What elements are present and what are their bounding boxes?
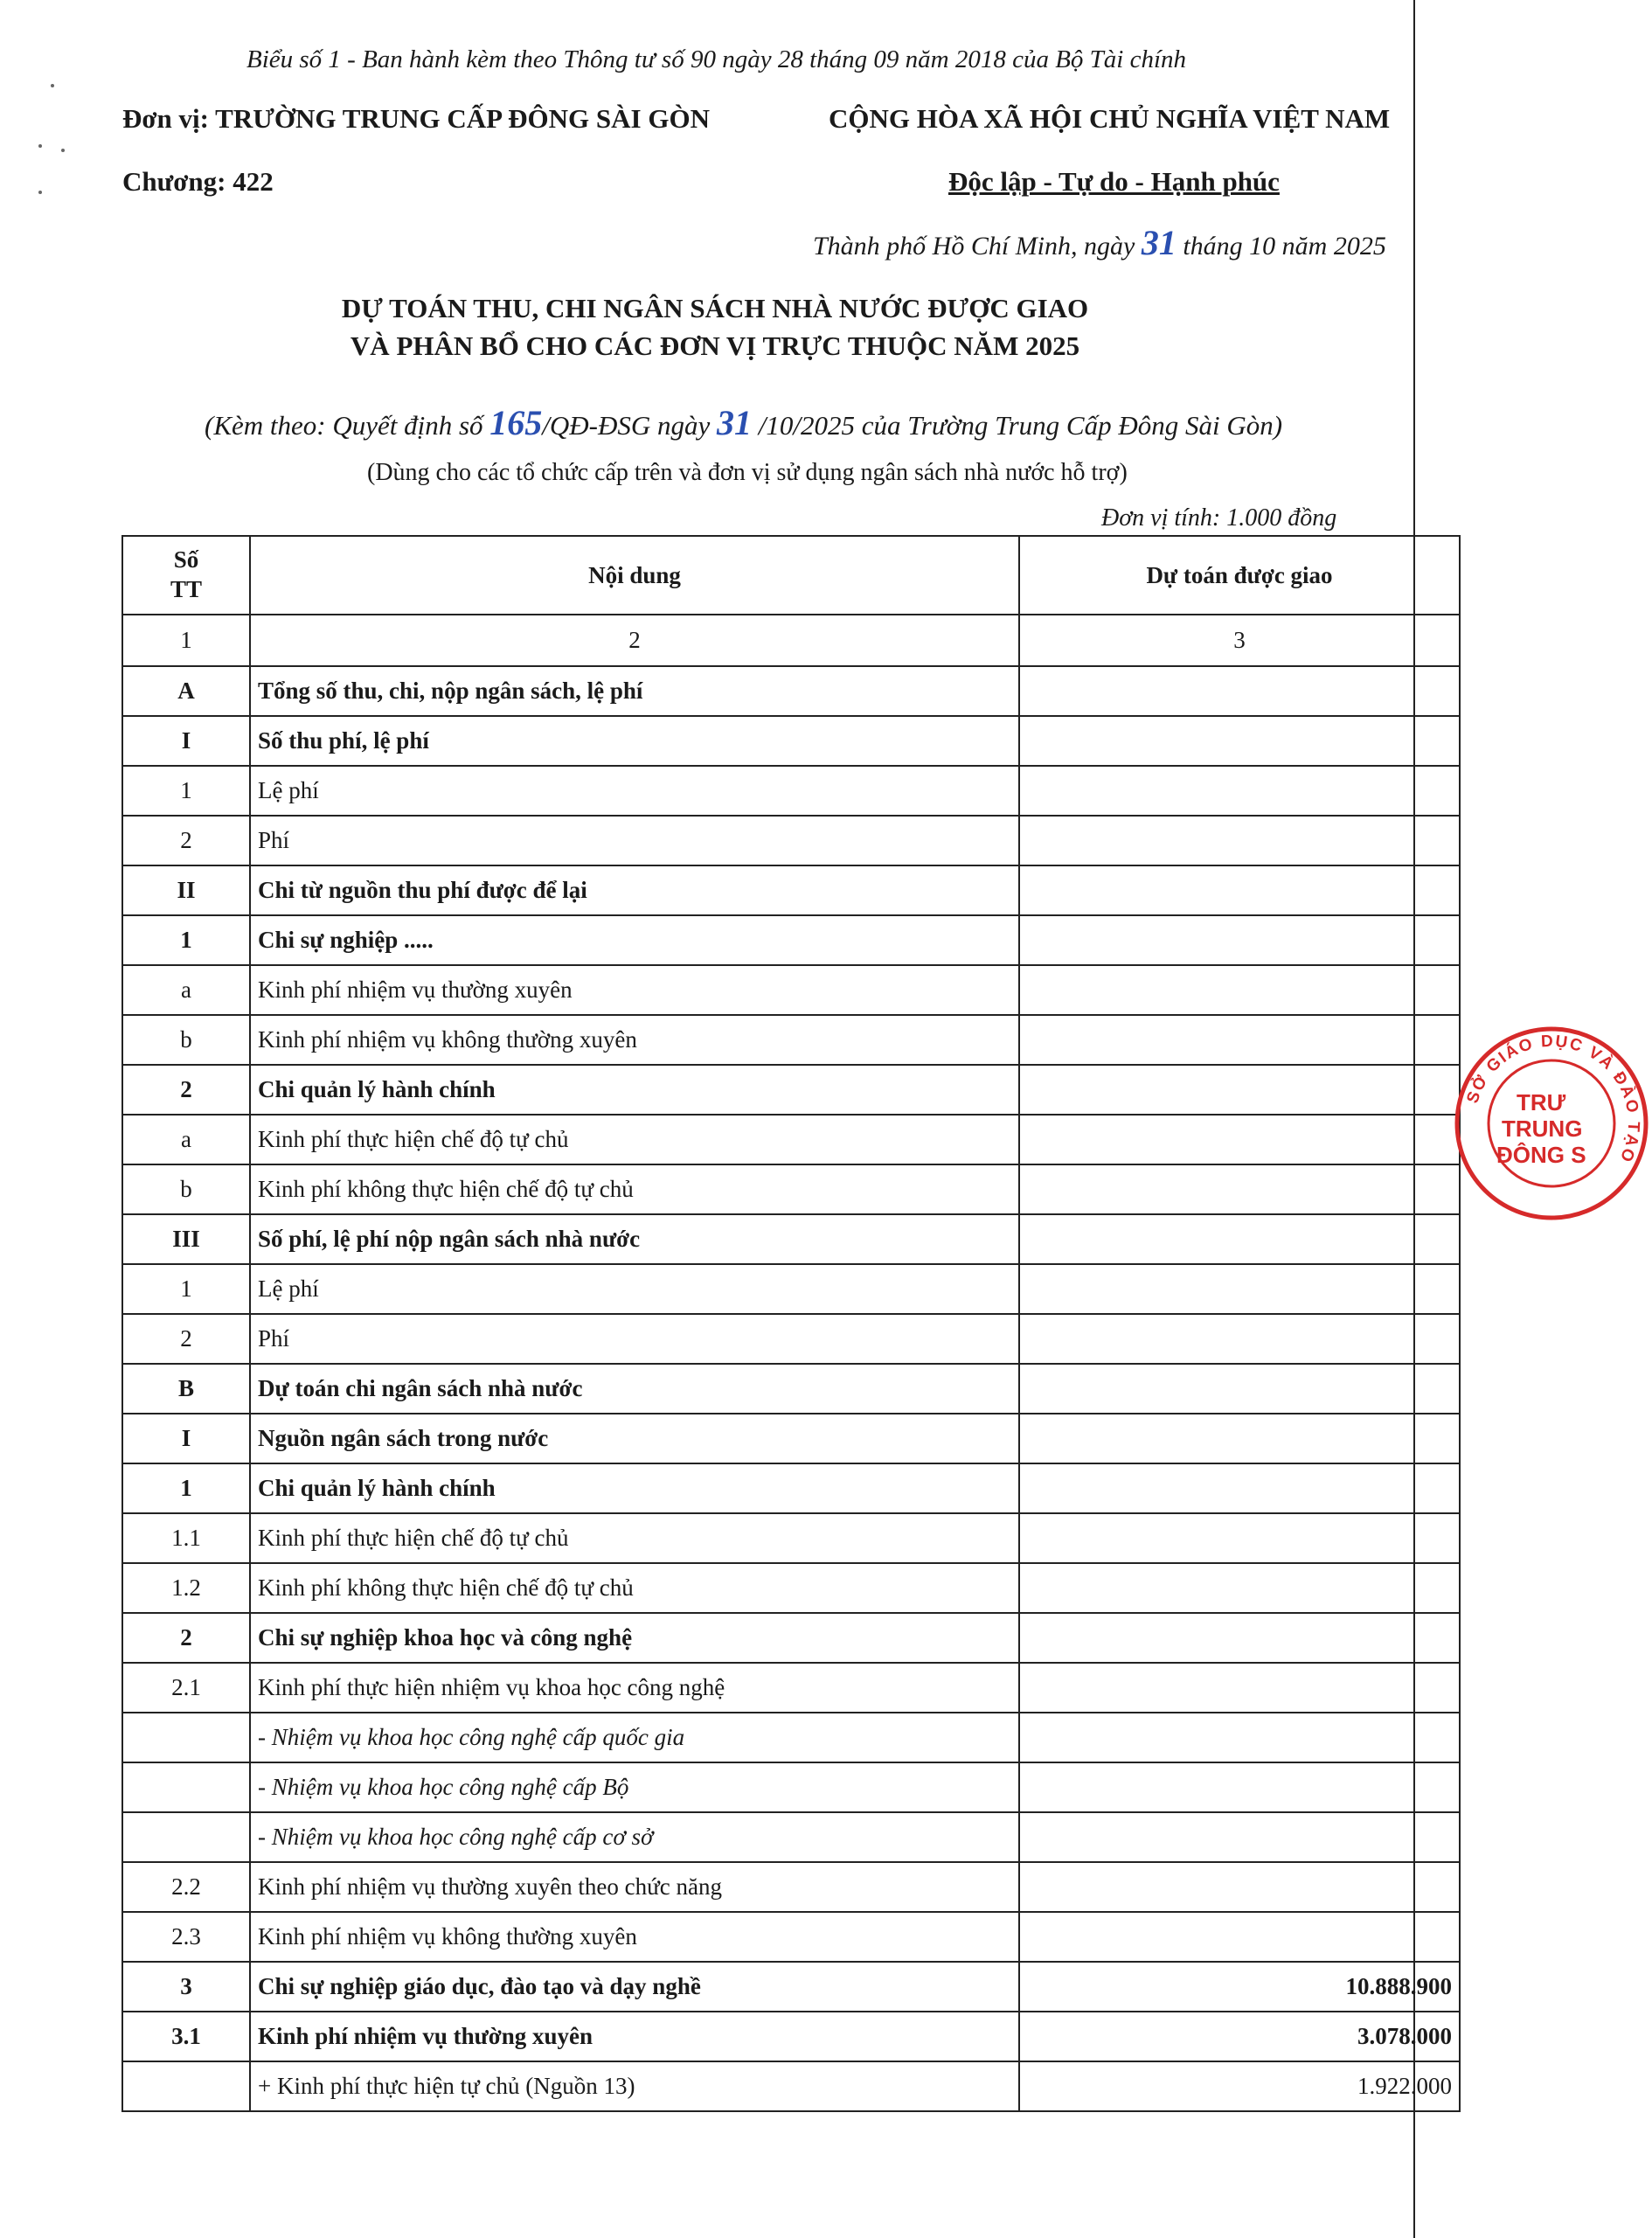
row-amount [1019,1164,1460,1214]
row-stt: 2.2 [122,1862,250,1912]
header-content: Nội dung [250,536,1019,615]
row-stt: 2.3 [122,1912,250,1962]
row-amount [1019,1713,1460,1762]
row-content: Số phí, lệ phí nộp ngân sách nhà nước [250,1214,1019,1264]
row-content: Tổng số thu, chi, nộp ngân sách, lệ phí [250,666,1019,716]
decision-reference [205,402,1282,443]
row-content: Chi từ nguồn thu phí được để lại [250,865,1019,915]
header-amount: Dự toán được giao [1019,536,1460,615]
scan-speck [61,149,65,152]
date-suffix: tháng 10 năm 2025 [1183,232,1386,261]
row-amount: 10.888.900 [1019,1962,1460,2012]
row-content: + Kinh phí thực hiện tự chủ (Nguồn 13) [250,2061,1019,2111]
row-content: Chi sự nghiệp khoa học và công nghệ [250,1613,1019,1663]
doc-title-line1: DỰ TOÁN THU, CHI NGÂN SÁCH NHÀ NƯỚC ĐƯỢC GIAO [341,293,1089,323]
row-content: Phí [250,1314,1019,1364]
row-content: Phí [250,816,1019,865]
col-number: 1 [122,615,250,666]
col-number: 2 [250,615,1019,666]
row-stt: 2 [122,816,250,865]
unit-name: Đơn vị: TRƯỜNG TRUNG CẤP ĐÔNG SÀI GÒN [122,103,710,134]
table-row [122,1613,1460,1663]
table-row [122,666,1460,716]
row-content: Lệ phí [250,766,1019,816]
row-stt: 1 [122,1463,250,1513]
row-content: Nguồn ngân sách trong nước [250,1414,1019,1463]
doc-title-line2: VÀ PHÂN BỔ CHO CÁC ĐƠN VỊ TRỰC THUỘC NĂM 2025 [350,330,1080,361]
row-content: Dự toán chi ngân sách nhà nước [250,1364,1019,1414]
scan-speck [51,84,54,87]
row-amount [1019,816,1460,865]
row-amount [1019,1015,1460,1065]
table-row [122,1563,1460,1613]
row-stt [122,2061,250,2111]
row-amount [1019,1314,1460,1364]
row-amount [1019,1364,1460,1414]
nation-title: CỘNG HÒA XÃ HỘI CHỦ NGHĨA VIỆT NAM [829,103,1391,134]
scan-speck [38,191,42,194]
row-stt: 1.1 [122,1513,250,1563]
row-amount: 1.922.000 [1019,2061,1460,2111]
col-number: 3 [1019,615,1460,666]
row-content: Kinh phí nhiệm vụ không thường xuyên [250,1015,1019,1065]
row-content: Kinh phí nhiệm vụ không thường xuyên [250,1912,1019,1962]
row-content: - Nhiệm vụ khoa học công nghệ cấp Bộ [250,1762,1019,1812]
row-stt: I [122,1414,250,1463]
decision-prefix: (Kèm theo: Quyết định số [205,410,483,441]
row-content: - Nhiệm vụ khoa học công nghệ cấp cơ sở [250,1812,1019,1862]
row-amount [1019,1264,1460,1314]
row-stt: A [122,666,250,716]
table-row [122,1962,1460,2012]
row-content: Kinh phí nhiệm vụ thường xuyên [250,2012,1019,2061]
currency-unit-note: Đơn vị tính: 1.000 đồng [1101,504,1337,532]
table-row [122,1214,1460,1264]
row-stt: 2 [122,1314,250,1364]
budget-table [121,535,1461,2112]
row-amount [1019,1812,1460,1862]
table-row [122,2012,1460,2061]
row-content: Kinh phí không thực hiện chế độ tự chủ [250,1563,1019,1613]
decision-mid: /QĐ-ĐSG ngày [542,410,711,441]
table-row [122,915,1460,965]
row-amount [1019,666,1460,716]
row-amount [1019,1762,1460,1812]
header-stt: Số TT [122,536,250,615]
motto: Độc lập - Tự do - Hạnh phúc [948,166,1280,197]
row-amount [1019,1862,1460,1912]
table-row [122,1812,1460,1862]
row-content: Kinh phí thực hiện nhiệm vụ khoa học công nghệ [250,1663,1019,1713]
table-row [122,716,1460,766]
stamp-line3: ĐÔNG S [1496,1142,1586,1168]
row-content: Số thu phí, lệ phí [250,716,1019,766]
official-seal-stamp [1451,1023,1652,1224]
row-stt: III [122,1214,250,1264]
row-stt: II [122,865,250,915]
row-stt: b [122,1015,250,1065]
form-note: Biểu số 1 - Ban hành kèm theo Thông tư số 90 ngày 28 tháng 09 năm 2018 của Bộ Tài chính [246,45,1187,73]
table-row [122,1663,1460,1713]
row-stt: 1 [122,766,250,816]
row-stt: 1 [122,1264,250,1314]
table-row [122,1264,1460,1314]
row-content: Kinh phí thực hiện chế độ tự chủ [250,1115,1019,1164]
table-row [122,1513,1460,1563]
date-day-handwritten: 31 [1141,223,1177,262]
row-content: Kinh phí không thực hiện chế độ tự chủ [250,1164,1019,1214]
row-amount [1019,1912,1460,1962]
row-content: - Nhiệm vụ khoa học công nghệ cấp quốc gia [250,1713,1019,1762]
table-row [122,1065,1460,1115]
row-stt: b [122,1164,250,1214]
row-amount [1019,915,1460,965]
decision-suffix: /10/2025 của Trường Trung Cấp Đông Sài Gòn) [758,410,1283,441]
row-content: Lệ phí [250,1264,1019,1314]
date-prefix: Thành phố Hồ Chí Minh, ngày [813,232,1135,261]
table-header-row [122,536,1460,615]
row-stt: 3.1 [122,2012,250,2061]
row-amount [1019,965,1460,1015]
usage-note: (Dùng cho các tổ chức cấp trên và đơn vị sử dụng ngân sách nhà nước hỗ trợ) [367,459,1128,486]
row-stt [122,1762,250,1812]
row-content: Kinh phí nhiệm vụ thường xuyên [250,965,1019,1015]
row-stt: I [122,716,250,766]
chapter-code: Chương: 422 [122,166,274,197]
decision-day-handwritten: 31 [717,403,753,442]
table-row [122,1713,1460,1762]
table-row [122,816,1460,865]
table-row [122,865,1460,915]
column-number-row [122,615,1460,666]
table-row [122,1463,1460,1513]
row-amount [1019,1414,1460,1463]
stamp-line2: TRUNG [1502,1116,1583,1142]
date-line [813,222,1386,263]
row-amount [1019,1463,1460,1513]
table-row [122,1862,1460,1912]
table-row [122,1314,1460,1364]
row-amount [1019,1613,1460,1663]
row-content: Chi sự nghiệp giáo dục, đào tạo và dạy nghề [250,1962,1019,2012]
row-stt: 1 [122,915,250,965]
row-stt: 1.2 [122,1563,250,1613]
row-amount [1019,1115,1460,1164]
row-content: Chi quản lý hành chính [250,1065,1019,1115]
table-row [122,1414,1460,1463]
table-row [122,766,1460,816]
row-stt: 2.1 [122,1663,250,1713]
row-stt: a [122,1115,250,1164]
table-row [122,1912,1460,1962]
table-row [122,1762,1460,1812]
table-row [122,1115,1460,1164]
row-stt [122,1713,250,1762]
row-stt: B [122,1364,250,1414]
svg-text:SỞ GIÁO DỤC VÀ ĐÀO TẠO: SỞ GIÁO DỤC VÀ ĐÀO TẠO [1463,1032,1643,1166]
row-stt [122,1812,250,1862]
row-stt: 3 [122,1962,250,2012]
row-amount [1019,1214,1460,1264]
scan-speck [38,144,42,148]
row-amount [1019,766,1460,816]
row-amount [1019,1663,1460,1713]
row-stt: a [122,965,250,1015]
decision-no-handwritten: 165 [489,403,543,442]
table-row [122,965,1460,1015]
table-row [122,1164,1460,1214]
row-content: Kinh phí nhiệm vụ thường xuyên theo chức năng [250,1862,1019,1912]
row-stt: 2 [122,1065,250,1115]
row-amount: 3.078.000 [1019,2012,1460,2061]
row-amount [1019,716,1460,766]
table-row [122,1364,1460,1414]
row-amount [1019,1563,1460,1613]
row-content: Chi quản lý hành chính [250,1463,1019,1513]
row-amount [1019,865,1460,915]
row-amount [1019,1513,1460,1563]
row-stt: 2 [122,1613,250,1663]
row-content: Chi sự nghiệp ..... [250,915,1019,965]
row-amount [1019,1065,1460,1115]
row-content: Kinh phí thực hiện chế độ tự chủ [250,1513,1019,1563]
table-row [122,1015,1460,1065]
table-row [122,2061,1460,2111]
stamp-line1: TRƯ [1517,1089,1566,1116]
